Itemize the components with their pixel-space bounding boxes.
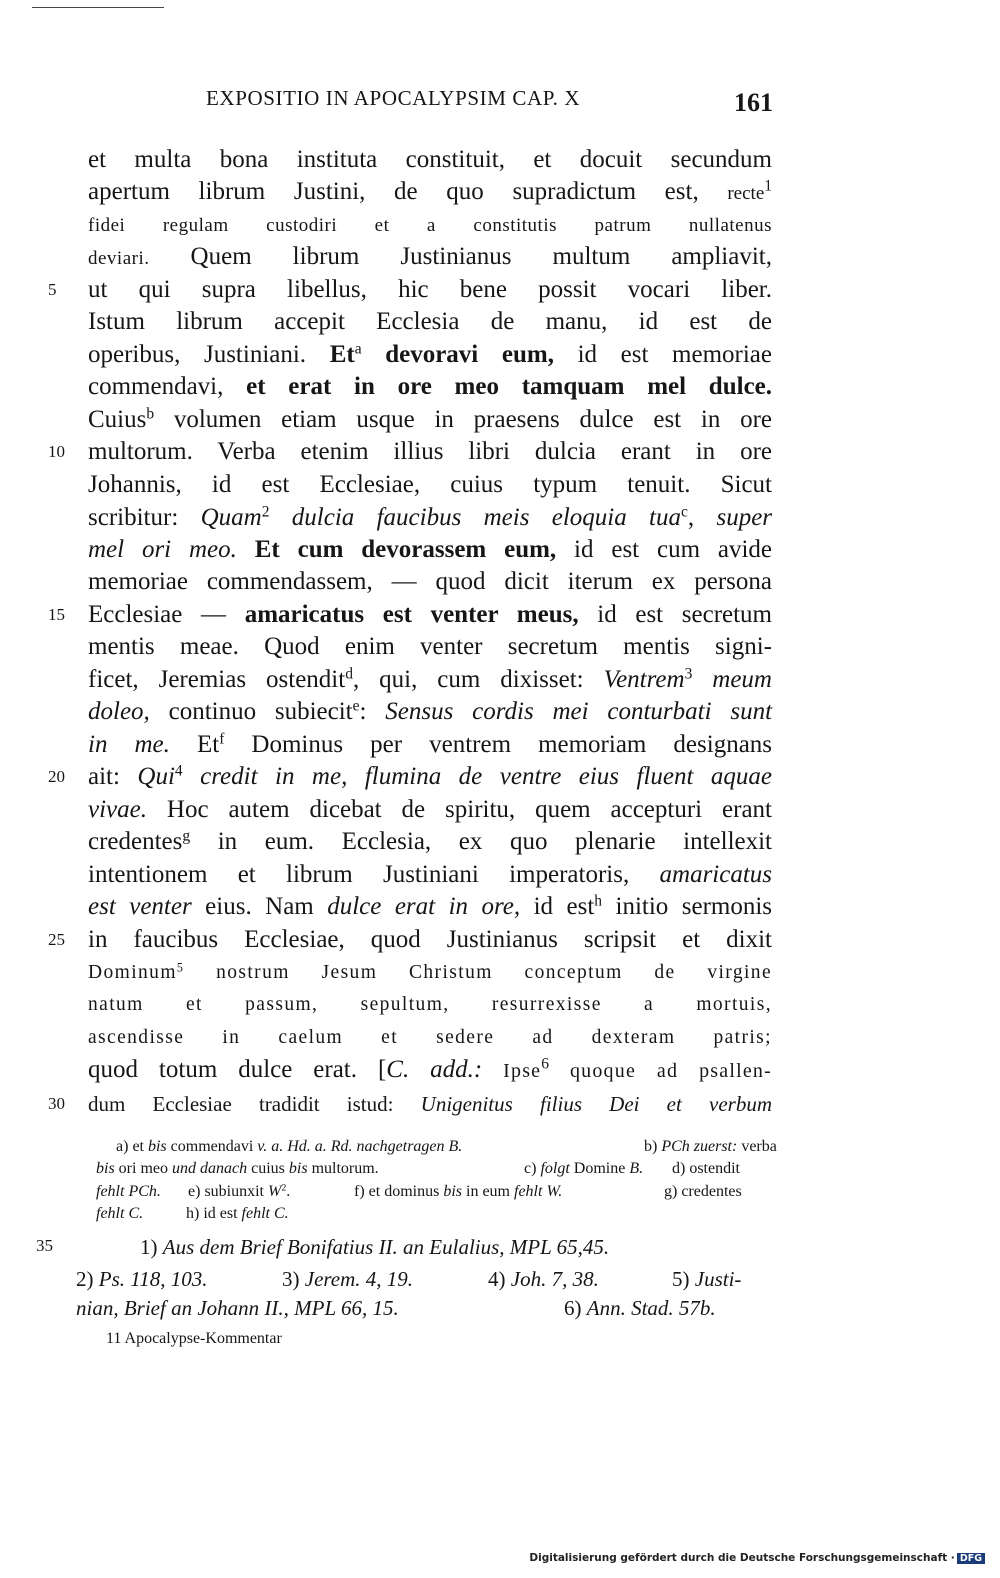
footnote-ref: 1 [764,177,773,195]
text-line-10: multorum. Verba etenim illius libri dulcia erant in ore [88,438,772,465]
page-number: 161 [734,88,773,117]
text-line-11: Johannis, id est Ecclesiae, cuius typum tenuit. Sicut [88,471,772,498]
line-number: 15 [48,605,65,624]
text-line-1: et multa bona instituta constituit, et docuit secundum [88,146,772,173]
text-line-24: est venter eius. Nam dulce erat in ore, id est$^h$ initio sermonis [88,892,773,920]
dfg-logo-icon: DFG [957,1553,985,1564]
text-line-27: natum et passum, sepultum, resurrexisse a mortuis, [88,994,772,1015]
top-rule [32,7,164,8]
text-line-12: scribitur: Quam$^2$ dulcia faucibus meis eloquia tua$^c$, super [88,503,773,531]
text-line-22: credentes$^g$ in eum. Ecclesia, ex quo plenarie intellexit [88,827,773,855]
text-line-26: Dominum$^5$ nostrum Jesum Christum conceptum de virgine [88,960,773,983]
line-number: 25 [48,930,65,949]
text-line-21: vivae. Hoc autem dicebat de spiritu, quem accepturi erant [88,796,772,823]
signature-mark: 11 Apocalypse-Kommentar [106,1330,282,1347]
line-number: 30 [48,1094,65,1113]
running-header: EXPOSITIO IN APOCALYPSIM CAP. X [206,86,581,110]
text-line-30: dum Ecclesiae tradidit istud: Unigenitus filius Dei et verbum [88,1092,772,1116]
text-line-28: ascendisse in caelum et sedere ad dexteram patris; [88,1027,772,1048]
line-number: 20 [48,767,65,786]
text-line-2: apertum librum Justini, de quo supradictum est, recte$^1$ [88,177,773,205]
line-number: 35 [36,1236,53,1255]
text-line-17: ficet, Jeremias ostendit$^d$, qui, cum dixisset: Ventrem$^3$ meum [88,665,772,693]
line-number: 10 [48,442,65,461]
text-line-20: ait: Qui$^4$ credit in me, flumina de ventre eius fluent aquae [88,762,773,790]
text-line-18: doleo, continuo subiecit$^e$: Sensus cordis mei conturbati sunt [88,697,773,725]
text-line-4: deviari. Quem librum Justinianus multum ampliavit, [88,243,772,270]
text-line-29: quod totum dulce erat. [C. add.: Ipse$^6$ quoque ad psallen- [88,1055,772,1083]
text-line-7: operibus, Justiniani. Et$^a$ devoravi eum, id est memoriae [88,340,772,368]
text-line-19: in me. Et$^f$ Dominus per ventrem memoriam designans [88,730,773,758]
text-line-15: Ecclesiae — amaricatus est venter meus, id est secretum [88,601,773,628]
text-line-9: Cuius$^b$ volumen etiam usque in praesens dulce est in ore [88,405,772,433]
line-number: 5 [48,280,57,299]
text-line-23: intentionem et librum Justiniani imperatoris, amaricatus [88,861,773,888]
text-line-6: Istum librum accepit Ecclesia de manu, id est de [88,308,772,335]
dfg-credit: Digitalisierung gefördert durch die Deutsche Forschungsgemeinschaft · DFG [529,1552,985,1564]
text-line-3: fidei regulam custodiri et a constitutis patrum nullatenus [88,215,772,236]
text-line-16: mentis meae. Quod enim venter secretum mentis signi- [88,633,772,660]
text-line-14: memoriae commendassem, — quod dicit iterum ex persona [88,568,772,595]
text-line-8: commendavi, et erat in ore meo tamquam mel dulce. [88,373,773,400]
text-line-25: in faucibus Ecclesiae, quod Justinianus scripsit et dixit [88,926,772,953]
text-line-13: mel ori meo. Et cum devorassem eum, id est cum avide [88,536,773,563]
text-line-5: ut qui supra libellus, hic bene possit vocari liber. [88,276,772,303]
